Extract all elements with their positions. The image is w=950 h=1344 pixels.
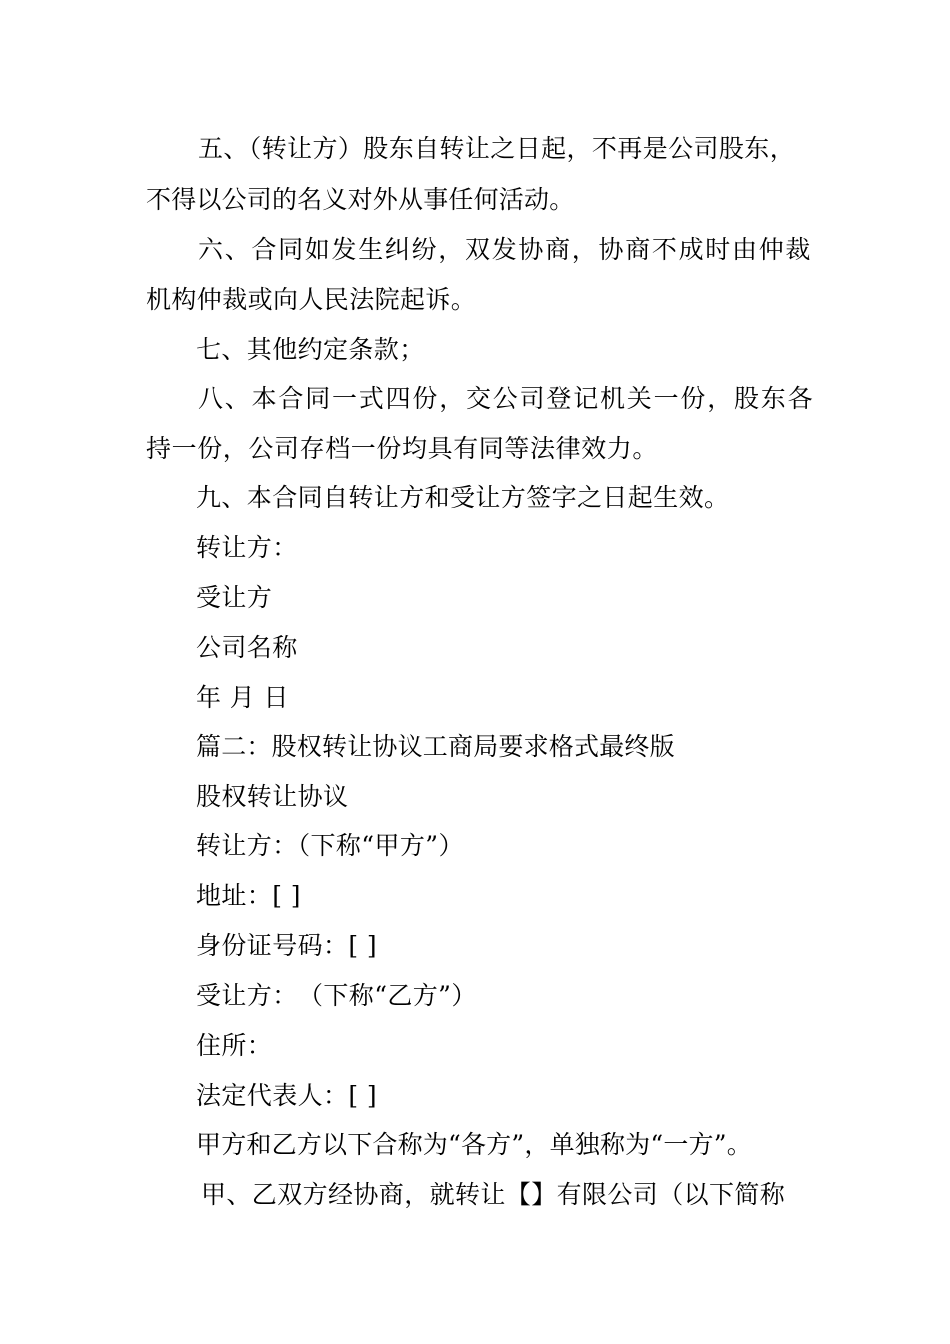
agreement-title: 股权转让协议 — [196, 782, 349, 811]
party-b-legal-representative: 法定代表人：[ ] — [196, 1081, 378, 1110]
party-b-residence: 住所： — [196, 1031, 273, 1060]
company-name-label: 公司名称 — [196, 633, 298, 662]
text-line-clause-5: 五、（转让方）股东自转让之日起，不再是公司股东， — [198, 134, 796, 163]
text-line-clause-7: 七、其他约定条款； — [196, 335, 425, 364]
text-line-clause-6: 六、合同如发生纠纷，双发协商，协商不成时由仲裁 — [198, 235, 813, 264]
section-heading: 篇二：股权转让协议工商局要求格式最终版 — [196, 732, 675, 761]
parties-definition: 甲方和乙方以下合称为“各方”，单独称为“一方”。 — [196, 1130, 752, 1159]
text-line-clause-8: 八、本合同一式四份，交公司登记机关一份，股东各 — [198, 384, 815, 413]
text-line-clause-5-cont: 不得以公司的名义对外从事任何活动。 — [146, 185, 575, 214]
text-line-clause-8-cont: 持一份，公司存档一份均具有同等法律效力。 — [146, 434, 659, 463]
signature-transferor-label: 转让方： — [196, 533, 298, 562]
agreement-intro: 甲、乙双方经协商，就转让【】有限公司（以下简称 — [201, 1180, 786, 1209]
date-label: 年 月 日 — [196, 683, 289, 712]
party-a-label: 转让方：（下称“甲方”） — [196, 831, 464, 860]
signature-transferee-label: 受让方 — [196, 583, 273, 612]
party-a-address: 地址：[ ] — [196, 881, 301, 910]
party-a-id-number: 身份证号码：[ ] — [196, 931, 378, 960]
text-line-clause-9: 九、本合同自转让方和受让方签字之日起生效。 — [196, 483, 730, 512]
party-b-label: 受让方： （下称“乙方”） — [196, 981, 477, 1010]
text-line-clause-6-cont: 机构仲裁或向人民法院起诉。 — [146, 285, 477, 314]
